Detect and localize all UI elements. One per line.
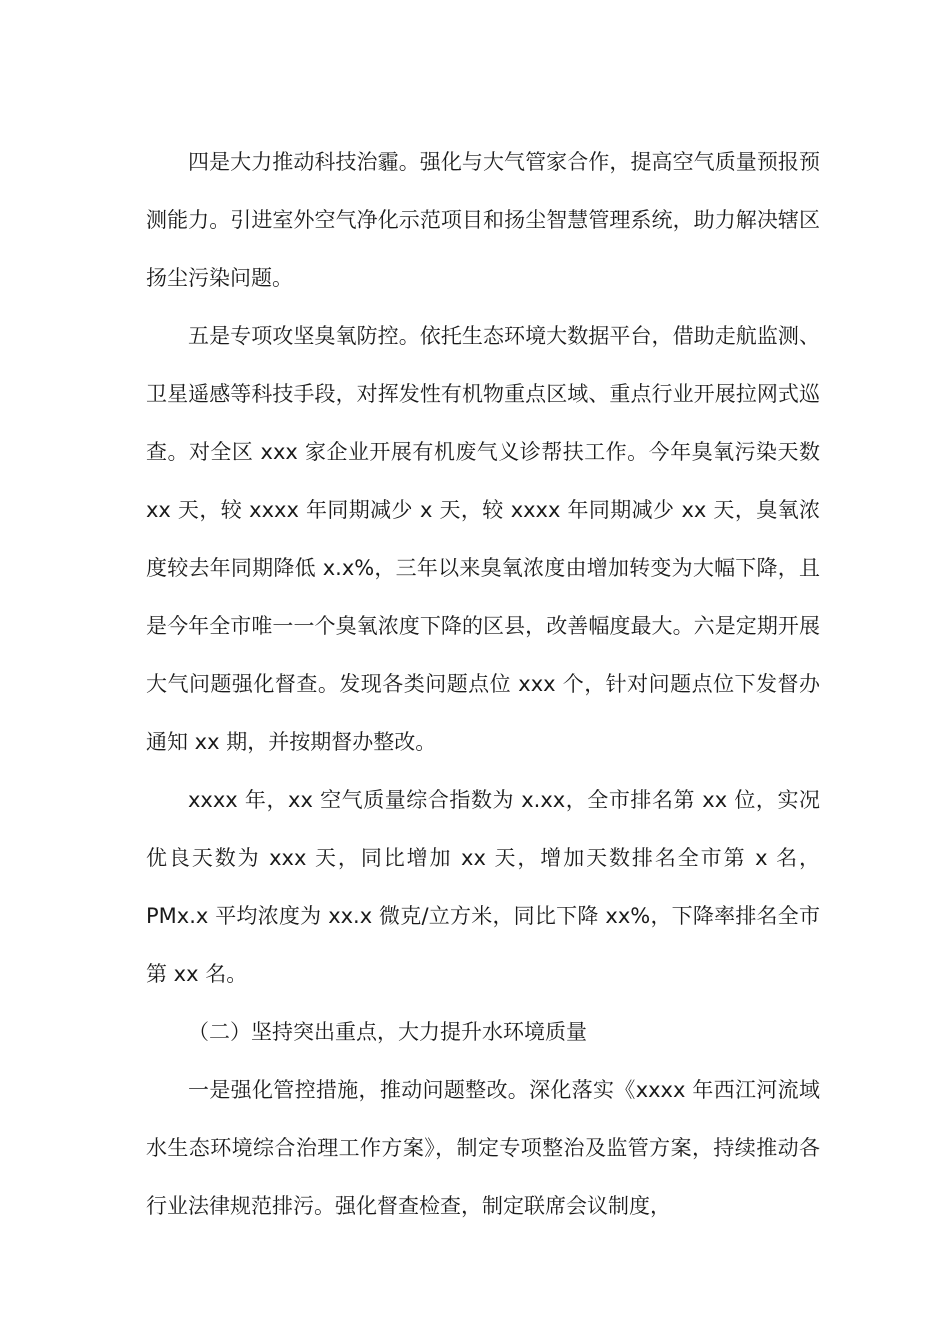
section-heading: （二）坚持突出重点，大力提升水环境质量 — [188, 1020, 587, 1044]
document-body — [146, 133, 820, 1235]
paragraph-ozone-control: 五是专项攻坚臭氧防控。依托生态环境大数据平台，借助走航监测、卫星遥感等科技手段，对挥发性有机物重点区域、重点行业开展拉网式巡查。对全区 xxx 家企业开展有机废气义诊帮扶工作。今年臭氧污染天数 xx 天，较 xxxx 年同期减少 x 天，较 xxxx 年同期减少 xx 天，臭氧浓度较去年同期降低 x.x%，三年以来臭氧浓度由增加转变为大幅下降，且是今年全市唯一一个臭氧浓度下降的区县，改善幅度最大。六是定期开展大气问题强化督查。发现各类问题点位 xxx 个，针对问题点位下发督办通知 xx 期，并按期督办整改。 — [146, 324, 820, 754]
paragraph-water-control: 一是强化管控措施，推动问题整改。深化落实《xxxx 年西江河流域水生态环境综合治理工作方案》，制定专项整治及监管方案，持续推动各行业法律规范排污。强化督查检查，制定联席会议制度， — [146, 1078, 820, 1218]
paragraph-tech-smog-control: 四是大力推动科技治霾。强化与大气管家合作，提高空气质量预报预测能力。引进室外空气净化示范项目和扬尘智慧管理系统，助力解决辖区扬尘污染问题。 — [146, 150, 820, 290]
paragraph-air-quality-stats: xxxx 年，xx 空气质量综合指数为 x.xx，全市排名第 xx 位，实况优良天数为 xxx 天，同比增加 xx 天，增加天数排名全市第 x 名，PMx.x 平均浓度为 xx.x 微克/立方米，同比下降 xx%，下降率排名全市第 xx 名。 — [146, 788, 820, 986]
